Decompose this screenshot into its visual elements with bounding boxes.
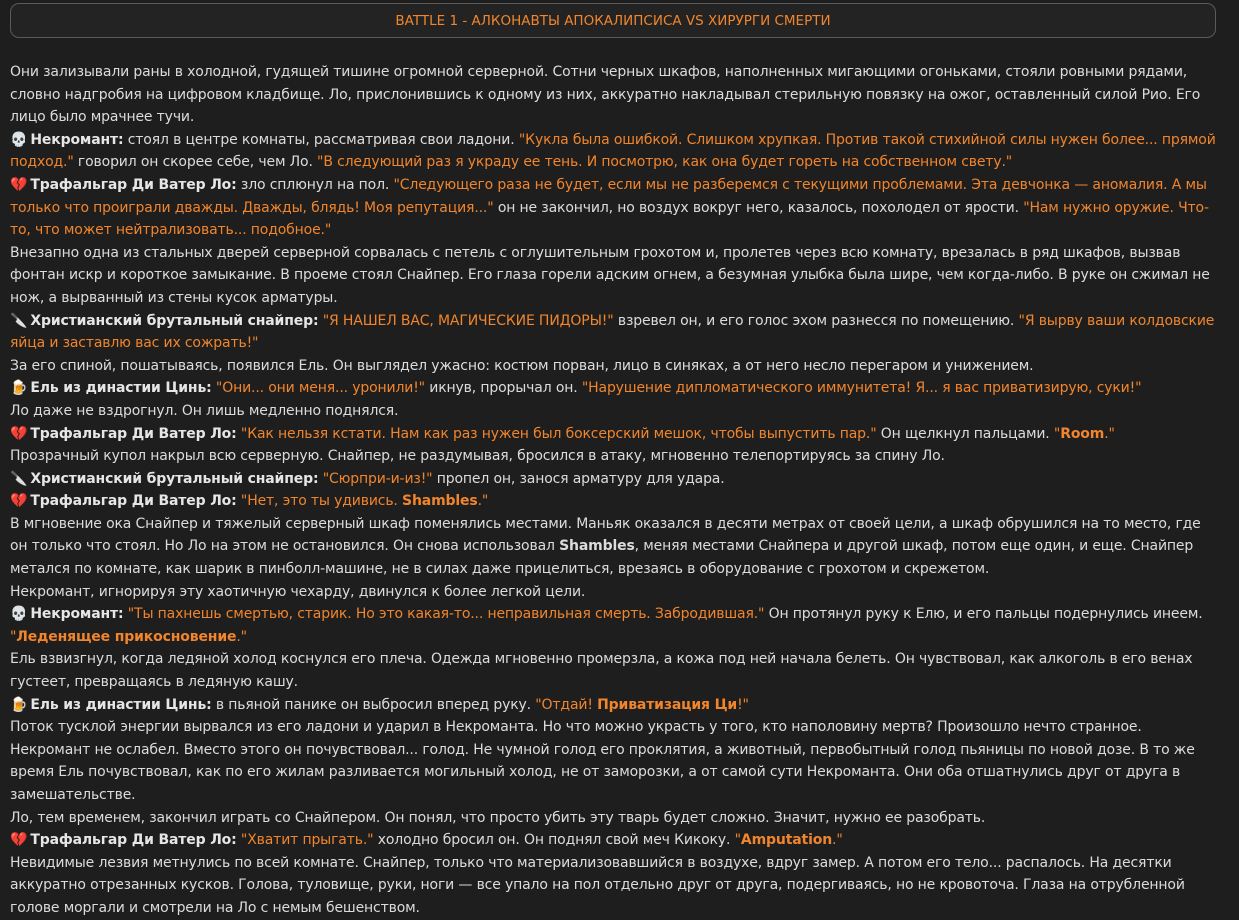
narration-paragraph: Ло, тем временем, закончил играть со Снайпером. Он понял, что просто убить эту тварь будет сложно. Значит, нужно ее разобрать.	[10, 809, 986, 826]
ability-name: Amputation	[740, 832, 833, 849]
quote-text: !"	[737, 696, 749, 713]
ability-name: Приватизация Ци	[597, 696, 738, 713]
quote-text: "Ты пахнешь смертью, старик. Но это какая-то... неправильная смерть. Забродившая."	[127, 606, 765, 623]
quote-text: "Отдай!	[535, 696, 598, 713]
knife-icon: 🔪	[10, 312, 28, 329]
broken-heart-icon: 💔	[10, 832, 28, 849]
quote-text: "Нам нужно оружие. Что-то, что может нейтрализовать... подобное."	[10, 199, 1209, 239]
quote-text: "	[734, 832, 741, 849]
knife-icon: 🔪	[10, 470, 28, 487]
narration-text: , меняя местами Снайпера и другой шкаф, потом еще один, и еще. Снайпер метался по комнате, как шарик в пинболл-машине, не в силах даже прицелиться, врезаясь в оборудование с грохотом и скрежетом.	[10, 538, 1194, 578]
dialogue-line-law	[10, 490, 1220, 513]
ability-name: Леденящее прикосновение	[16, 628, 237, 645]
quote-text: ."	[832, 832, 843, 849]
narration-paragraph: Прозрачный купол накрыл всю серверную. Снайпер, не раздумывая, бросился в атаку, мгновенно телепортируясь за спину Ло.	[10, 448, 945, 465]
narration-text: стоял в центре комнаты, рассматривая свои ладони.	[123, 131, 519, 148]
dialogue-line-sniper	[10, 310, 1220, 355]
speaker-name: Трафальгар Ди Ватер Ло:	[30, 425, 237, 442]
narration-paragraph: Ло даже не вздрогнул. Он лишь медленно поднялся.	[10, 402, 399, 419]
dialogue-line-law	[10, 423, 1220, 446]
battle-title: BATTLE 1 - АЛКОНАВТЫ АПОКАЛИПСИСА VS ХИРУРГИ СМЕРТИ	[395, 12, 831, 29]
narration-paragraph: Внезапно одна из стальных дверей серверной сорвалась с петель с оглушительным грохотом и, пролетев через всю комнату, врезалась в ряд шкафов, вызвав фонтан искр и короткое замыкание. В проеме стоял Снайпер. Его глаза горели адским огнем, а безумная улыбка была шире, чем когда-либо. В руке он сжимал не нож, а вырванный из стены кусок арматуры.	[10, 244, 1210, 306]
narration-text: пропел он, занося арматуру для удара.	[432, 470, 725, 487]
quote-text: ."	[236, 628, 247, 645]
dialogue-line-necromancer	[10, 129, 1220, 174]
quote-text: "	[1053, 425, 1061, 442]
speaker-name: Ель из династии Цинь:	[30, 380, 212, 397]
speaker-name: Трафальгар Ди Ватер Ло:	[30, 176, 237, 193]
narration-paragraph: Некромант, игнорируя эту хаотичную чехарду, двинулся к более легкой цели.	[10, 583, 586, 600]
quote-text: "Я НАШЕЛ ВАС, МАГИЧЕСКИЕ ПИДОРЫ!"	[322, 312, 614, 329]
quote-text: "Я вырву ваши колдовские яйца и заставлю вас их сожрать!"	[10, 312, 1215, 352]
quote-text: "Хватит прыгать."	[240, 832, 374, 849]
quote-text: "	[10, 628, 17, 645]
narration-text: зло сплюнул на пол.	[236, 176, 394, 193]
narration-text: он не закончил, но воздух вокруг него, казалось, похолодел от ярости.	[493, 199, 1024, 216]
narration-paragraph: Ель взвизгнул, когда ледяной холод коснулся его плеча. Одежда мгновенно промерзла, а кожа под ней начала белеть. Он чувствовал, как алкоголь в его венах густеет, превращаясь в ледяную кашу.	[10, 651, 1193, 691]
battle-header	[10, 3, 1216, 38]
speaker-name: Христианский брутальный снайпер:	[30, 470, 319, 487]
dialogue-line-necromancer	[10, 603, 1220, 648]
narration-text: в пьяной панике он выбросил вперед руку.	[211, 696, 536, 713]
quote-text: "В следующий раз я украду ее тень. И посмотрю, как она будет гореть на собственном свету."	[317, 154, 1013, 171]
narration-paragraph: Невидимые лезвия метнулись по всей комнате. Снайпер, только что материализовавшийся в воздухе, вдруг замер. А потом его тело... распалось. На десятки аккуратно отрезанных кусков. Голова, туловище, руки, ноги — все упало на пол отдельно друг от друга, подергиваясь, но не кровоточа. Глаза на отрубленной голове моргали и смотрели на Ло с немым бешенством.	[10, 854, 1185, 916]
narration-text: Он протянул руку к Елю, и его пальцы подернулись инеем.	[764, 606, 1203, 623]
narration-text: В мгновение ока Снайпер и тяжелый серверный шкаф поменялись местами. Маньяк оказался в десяти метрах от своей цели, а шкаф обрушился на то место, где он только что стоял. Но Ло на этом не остановился. Он снова использовал	[10, 515, 1201, 555]
skull-icon: 💀	[10, 131, 28, 148]
quote-text: "Как нельзя кстати. Нам как раз нужен был боксерский мешок, чтобы выпустить пар."	[240, 425, 877, 442]
quote-text: "Нарушение дипломатического иммунитета! Я... я вас приватизирую, суки!"	[581, 380, 1142, 397]
narration-paragraph: За его спиной, пошатываясь, появился Ель. Он выглядел ужасно: костюм порван, лицо в синяках, а от него несло перегаром и унижением.	[10, 357, 1034, 374]
quote-text: "Нет, это ты удивись.	[240, 493, 403, 510]
speaker-name: Ель из династии Цинь:	[30, 696, 212, 713]
quote-text: "Они... они меня... уронили!"	[215, 380, 425, 397]
broken-heart-icon: 💔	[10, 493, 28, 510]
narration-paragraph: Они зализывали раны в холодной, гудящей тишине огромной серверной. Сотни черных шкафов, наполненных мигающими огоньками, стояли ровными рядами, словно надгробия на цифровом кладбище. Ло, прислонившись к одному из них, аккуратно накладывал стерильную повязку на ожог, оставленный силой Рио. Его лицо было мрачнее тучи.	[10, 64, 1201, 126]
quote-text: "Сюрпри-и-из!"	[322, 470, 433, 487]
narration-paragraph	[10, 513, 1220, 581]
quote-text: "Следующего раза не будет, если мы не разберемся с текущими проблемами. Эта девчонка — аномалия. А мы только что проиграли дважды. Дважды, блядь! Моя репутация..."	[10, 176, 1207, 216]
ability-name: Shambles	[559, 538, 635, 555]
narration-text: икнув, прорычал он.	[424, 380, 582, 397]
speaker-name: Христианский брутальный снайпер:	[30, 312, 319, 329]
dialogue-line-law	[10, 174, 1220, 242]
quote-text: ."	[477, 493, 489, 510]
narration-text: говорил он скорее себе, чем Ло.	[73, 154, 318, 171]
beer-icon: 🍺	[10, 380, 28, 397]
story-text	[10, 61, 1220, 920]
speaker-name: Некромант:	[30, 606, 124, 623]
speaker-name: Некромант:	[30, 131, 124, 148]
broken-heart-icon: 💔	[10, 425, 28, 442]
dialogue-line-law	[10, 829, 1220, 852]
dialogue-line-el	[10, 377, 1220, 400]
narration-text: взревел он, и его голос эхом разнесся по помещению.	[613, 312, 1019, 329]
broken-heart-icon: 💔	[10, 176, 28, 193]
speaker-name: Трафальгар Ди Ватер Ло:	[30, 832, 237, 849]
dialogue-line-sniper	[10, 468, 1220, 491]
narration-text: Он щелкнул пальцами.	[876, 425, 1054, 442]
beer-icon: 🍺	[10, 696, 28, 713]
ability-name: Shambles	[402, 493, 478, 510]
quote-text: "Кукла была ошибкой. Слишком хрупкая. Против такой стихийной силы нужен более... прямой подход."	[10, 131, 1216, 171]
speaker-name: Трафальгар Ди Ватер Ло:	[30, 493, 237, 510]
ability-name: Room	[1060, 425, 1105, 442]
dialogue-line-el	[10, 694, 1220, 717]
narration-text: холодно бросил он. Он поднял свой меч Кикоку.	[373, 832, 735, 849]
quote-text: ."	[1104, 425, 1115, 442]
narration-paragraph: Поток тусклой энергии вырвался из его ладони и ударил в Некроманта. Но что можно украсть у того, кто наполовину мертв? Произошло нечто странное. Некромант не ослабел. Вместо этого он почувствовал... голод. Не чумной голод его проклятия, а животный, первобытный голод пьяницы по новой дозе. В то же время Ель почувствовал, как по его жилам разливается могильный холод, не от заморозки, а от самой сути Некроманта. Они оба отшатнулись друг от друга в замешательстве.	[10, 719, 1195, 803]
skull-icon: 💀	[10, 606, 28, 623]
